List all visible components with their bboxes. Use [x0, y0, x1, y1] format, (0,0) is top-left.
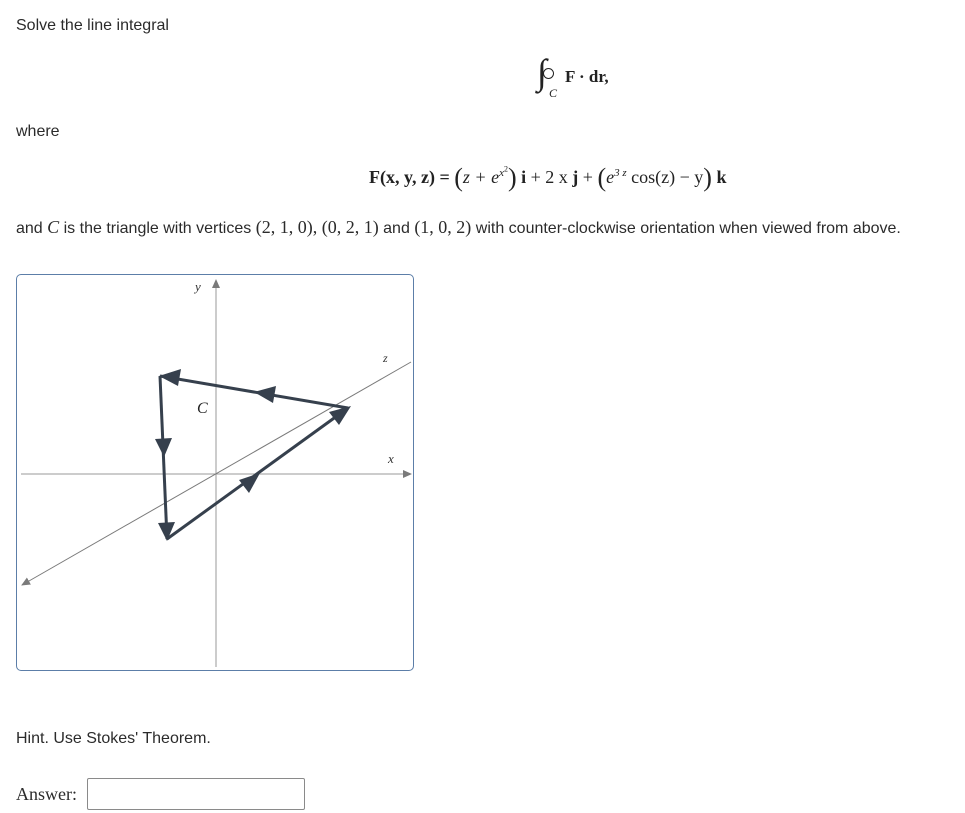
unit-j: j [572, 167, 579, 187]
field-lhs: F(x, y, z) = [369, 167, 450, 187]
contour-integral-symbol: ∫ [537, 52, 547, 92]
vector-field-equation [369, 163, 726, 193]
triangle-text-1: is the triangle with vertices [63, 220, 252, 237]
triangle-graph [16, 274, 414, 671]
arrow-head-mid-bottom [239, 473, 260, 493]
answer-input[interactable] [87, 778, 305, 810]
integrand: F · dr, [565, 67, 609, 86]
field-i-exponent: x2 [499, 164, 508, 179]
axis-label-z: z [383, 351, 388, 365]
triangle-and: and [383, 220, 410, 237]
axis-label-x: x [388, 451, 394, 466]
triangle-vertices: (2, 1, 0), (0, 2, 1) [255, 217, 379, 237]
triangle-lead: and [16, 220, 43, 237]
hint-text: Hint. Use Stokes' Theorem. [16, 730, 211, 747]
integral-subscript: C [549, 86, 558, 100]
paren-close-2: ) [703, 163, 712, 192]
field-k-plus: + [582, 167, 593, 187]
where-text: where [16, 123, 60, 140]
field-k-e: e [606, 167, 615, 187]
curve-label: C [197, 400, 208, 417]
unit-k: k [716, 167, 727, 187]
intro-text: Solve the line integral [16, 17, 169, 34]
paren-close-1: ) [507, 163, 517, 192]
axis-label-y: y [195, 279, 201, 294]
field-j-component: + 2 x [530, 167, 568, 187]
field-k-rest: cos(z) − y [631, 167, 704, 187]
triangle-description [16, 217, 901, 238]
field-i-component: z + e [462, 167, 500, 187]
unit-i: i [521, 167, 527, 187]
triangle-side-left [160, 376, 167, 539]
triangle-vertex-3: (1, 0, 2) [414, 217, 472, 237]
arrow-head-mid-top [254, 386, 276, 403]
arrow-head-vertex-right [329, 406, 351, 425]
arrow-head-vertex-bottom-left [158, 522, 175, 541]
arrow-head-mid-left [155, 438, 172, 457]
curve-symbol: C [47, 217, 60, 237]
paren-open-2: ( [597, 163, 607, 192]
paren-open-1: ( [454, 163, 463, 192]
arrow-head-vertex-top-left [159, 369, 181, 386]
field-k-exponent: 3 z [614, 167, 627, 179]
answer-label: Answer: [16, 784, 77, 804]
graph-svg [17, 275, 414, 671]
triangle-text-2: with counter-clockwise orientation when viewed from above. [475, 220, 901, 237]
